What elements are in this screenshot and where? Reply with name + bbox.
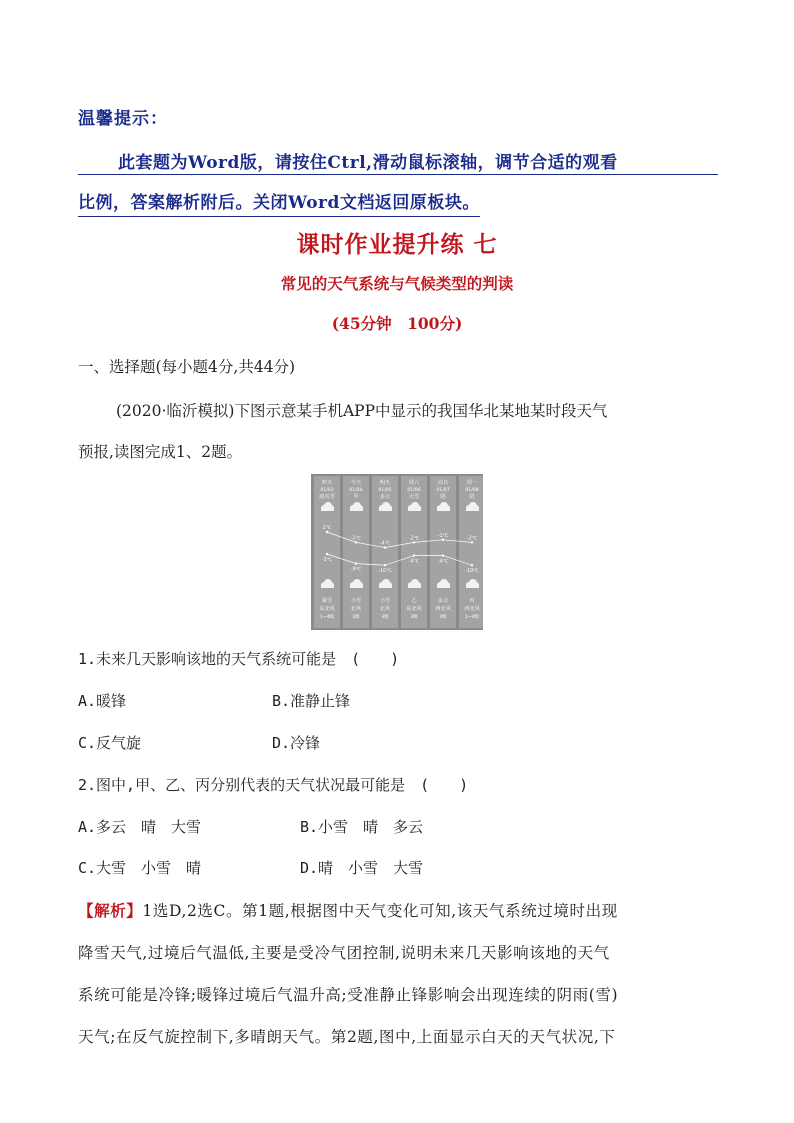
high-temp-label: 2℃ (322, 526, 332, 531)
forecast-wind-level: 3级 (439, 615, 447, 620)
tip-title: 温馨提示： (78, 109, 168, 129)
forecast-date-label: 01/04 (349, 488, 363, 493)
tip-line-1: 此套题为Word版，请按住Ctrl,滑动鼠标滚轴，调节合适的观看 (118, 153, 618, 173)
intro-line-1: (2020·临沂模拟)下图示意某手机APP中显示的我国华北某地某时段天气 (116, 402, 608, 420)
low-temp-label: -9℃ (350, 567, 362, 573)
q1-option-a[interactable]: A.暖锋 (78, 692, 127, 710)
forecast-night-condition: 乙 (411, 598, 417, 604)
explanation-line-4: 天气;在反气旋控制下,多晴朗天气。第2题,图中,上面显示白天的天气状况,下 (78, 1028, 616, 1046)
forecast-date-label: 01/03 (320, 488, 334, 493)
high-temp-label: -4℃ (379, 541, 391, 547)
low-temp-label: -4℃ (408, 559, 420, 565)
forecast-wind-level: 3级 (352, 615, 360, 620)
high-temp-label: -2℃ (466, 536, 478, 542)
forecast-day-label: 昨天 (321, 480, 333, 486)
q2-option-d[interactable]: D.晴 小雪 大雪 (300, 859, 424, 877)
forecast-day-condition: 甲 (353, 494, 359, 500)
question-1-stem: 1.未来几天影响该地的天气系统可能是 ( ) (78, 650, 400, 668)
forecast-day-condition: 多云 (379, 494, 391, 500)
forecast-wind-level: 1~4级 (464, 615, 480, 620)
page-subtitle: 常见的天气系统与气候类型的判读 (280, 274, 514, 293)
weather-forecast-figure (311, 474, 483, 630)
forecast-wind-direction: 西北风 (435, 606, 451, 612)
forecast-day-condition: 阴 (469, 494, 475, 500)
time-score: (45分钟 100分) (331, 314, 463, 333)
forecast-night-condition: 多云 (437, 598, 449, 604)
forecast-wind-direction: 北风 (350, 606, 362, 612)
q1-option-c[interactable]: C.反气旋 (78, 734, 142, 752)
forecast-day-label: 明天 (379, 480, 391, 486)
forecast-wind-direction: 北风 (379, 606, 391, 612)
low-temp-label: -3℃ (321, 558, 333, 563)
forecast-day-label: 周一 (466, 480, 478, 486)
explanation-line-3: 系统可能是冷锋;暖锋过境后气温升高;受准静止锋影响会出现连续的阴雨(雪) (78, 986, 619, 1004)
high-temp-label: -2℃ (408, 536, 420, 542)
forecast-day-label: 今天 (350, 480, 362, 486)
q1-option-d[interactable]: D.冷锋 (272, 734, 321, 752)
page-title: 课时作业提升练 七 (296, 231, 498, 258)
forecast-night-condition: 小雪 (350, 598, 362, 604)
forecast-wind-direction: 东北风 (319, 606, 335, 612)
forecast-night-condition: 小雪 (379, 598, 391, 604)
tip-underline (78, 174, 718, 175)
explanation-tag: 【解析】 (78, 901, 143, 920)
forecast-date-label: 01/07 (436, 488, 450, 493)
low-temp-label: -10℃ (378, 569, 392, 575)
high-temp-label: -2℃ (350, 536, 362, 542)
forecast-day-condition: 雨夹雪 (319, 494, 335, 500)
forecast-wind-level: 1~4级 (319, 615, 335, 620)
explanation-text-1: 1选D,2选C。第1题,根据图中天气变化可知,该天气系统过境时出现 (142, 902, 618, 920)
forecast-wind-level: 3级 (381, 615, 389, 620)
q1-option-b[interactable]: B.准静止锋 (272, 692, 351, 710)
section-heading: 一、选择题(每小题4分,共44分) (78, 358, 296, 376)
forecast-day-condition: 阴 (440, 494, 446, 500)
forecast-night-condition: 暴雪 (321, 598, 333, 604)
high-temp-label: -1℃ (437, 533, 449, 539)
low-temp-label: -4℃ (437, 559, 449, 565)
intro-line-2: 预报,读图完成1、2题。 (78, 443, 243, 461)
forecast-day-condition: 大雪 (408, 494, 420, 500)
forecast-day-label: 周日 (437, 480, 449, 486)
forecast-wind-direction: 东北风 (406, 606, 422, 612)
explanation-line-1 (78, 899, 618, 921)
q2-option-a[interactable]: A.多云 晴 大雪 (78, 818, 202, 836)
forecast-night-condition: 丙 (469, 598, 475, 604)
explanation-line-2: 降雪天气,过境后气温低,主要是受冷气团控制,说明未来几天影响该地的天气 (78, 944, 610, 962)
forecast-date-label: 01/08 (465, 488, 479, 493)
q2-option-b[interactable]: B.小雪 晴 多云 (300, 818, 424, 836)
forecast-svg (311, 474, 483, 630)
tip-line-2: 比例，答案解析附后。关闭Word文档返回原板块。 (78, 188, 480, 217)
forecast-wind-direction: 西北风 (464, 606, 480, 612)
forecast-wind-level: 3级 (410, 615, 418, 620)
q2-option-c[interactable]: C.大雪 小雪 晴 (78, 859, 202, 877)
low-temp-label: -10℃ (465, 569, 479, 575)
forecast-date-label: 01/06 (407, 488, 421, 493)
forecast-day-label: 周六 (408, 480, 420, 486)
forecast-date-label: 01/05 (378, 488, 392, 493)
question-2-stem: 2.图中,甲、乙、丙分别代表的天气状况最可能是 ( ) (78, 776, 469, 794)
